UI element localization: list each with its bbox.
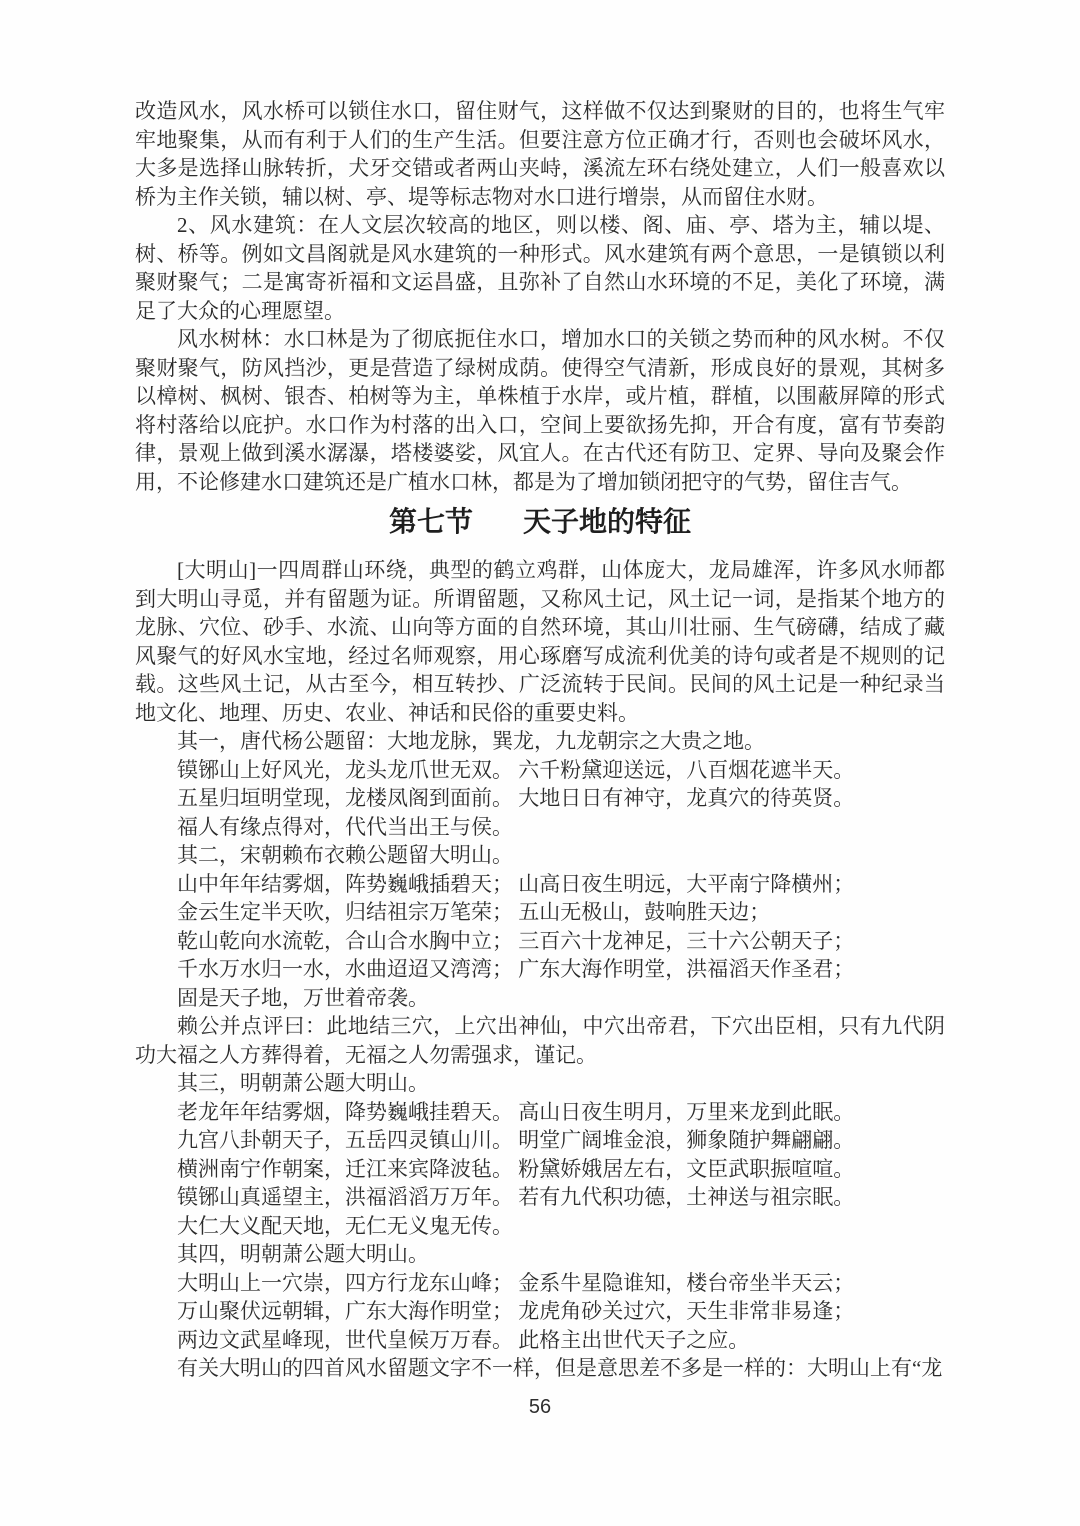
verse-line: 福人有缘点得对，代代当出王与侯。 [177, 814, 513, 839]
verse-line: 镆铘山上好风光，龙头龙爪世无双。 六千粉黛迎送远，八百烟花遮半天。 [177, 757, 855, 782]
verse-line: 固是天子地，万世着帝袭。 [177, 985, 429, 1010]
paragraph: 赖公并点评曰：此地结三穴，上穴出神仙，中穴出帝君，下穴出臣相，只有九代阴功大福之人方葬得着，无福之人勿需强求，谨记。 [135, 1014, 945, 1067]
verse-line: 五星归垣明堂现，龙楼凤阁到面前。 大地日日有神守，龙真穴的待英贤。 [177, 786, 855, 810]
document-body [135, 97, 945, 1383]
paragraph: 风水树林：水口林是为了彻底扼住水口，增加水口的关锁之势而种的风水树。不仅聚财聚气，防风挡沙，更是营造了绿树成荫。使得空气清新，形成良好的景观，其树多以樟树、枫树、银杏、柏树等为主，单株植于水岸，或片植，群植，以围蔽屏障的形式将村落给以庇护。水口作为村落的出入口，空间上要欲扬先抑，开合有度，富有节奏韵律，景观上做到溪水潺瀑，塔楼婆娑，风宜人。在古代还有防卫、定界、导向及聚会作用，不论修建水口建筑还是广植水口林，都是为了增加锁闭把守的气势，留住吉气。 [135, 327, 945, 494]
heading-title: 天子地的特征 [523, 507, 692, 538]
verse-line: 其四，明朝萧公题大明山。 [177, 1242, 429, 1266]
verse-line: 山中年年结雾烟，阵势巍峨插碧天； 山高日夜生明远，大平南宁降横州； [177, 871, 855, 896]
verse-line: 万山聚伏远朝辑，广东大海作明堂； 龙虎角砂关过穴，天生非常非易逢； [177, 1299, 855, 1323]
verse-line: 乾山乾向水流乾，合山合水胸中立； 三百六十龙神足，三十六公朝天子； [177, 928, 855, 953]
verse-line: 大仁大义配天地，无仁无义鬼无传。 [177, 1213, 513, 1238]
paragraph: 2、风水建筑：在人文层次较高的地区，则以楼、阁、庙、亭、塔为主，辅以堤、树、桥等。例如文昌阁就是风水建筑的一种形式。风水建筑有两个意思，一是镇锁以利聚财聚气；二是寓寄祈福和文运昌盛，且弥补了自然山水环境的不足，美化了环境，满足了大众的心理愿望。 [135, 213, 945, 323]
section-heading [135, 506, 945, 540]
page-number: 56 [528, 1396, 552, 1418]
verse-line: 其二，宋朝赖布衣赖公题留大明山。 [177, 843, 513, 867]
paragraph: [大明山]一四周群山环绕，典型的鹤立鸡群，山体庞大，龙局雄浑，许多风水师都到大明山寻觅，并有留题为证。所谓留题，又称风土记，风土记一词，是指某个地方的龙脉、穴位、砂手、水流、山向等方面的自然环境，其山川壮丽、生气磅礴，结成了藏风聚气的好风水宝地，经过名师观察，用心琢磨写成流利优美的诗句或者是不规则的记载。这些风土记，从古至今，相互转抄、广泛流转于民间。民间的风土记是一种纪录当地文化、地理、历史、农业、神话和民俗的重要史料。 [135, 558, 945, 725]
verse-line: 金云生定半天吹，归结祖宗万笔荣； 五山无极山，鼓响胜天边； [177, 900, 771, 924]
verse-line: 镆铘山真遥望主，洪福滔滔万万年。 若有九代积功德，土神送与祖宗眠。 [177, 1185, 855, 1209]
verse-line: 横洲南宁作朝案，迁江来宾降波毡。 粉黛娇娥居左右，文臣武职振喧喧。 [177, 1156, 855, 1181]
verse-line: 其一，唐代杨公题留：大地龙脉，巽龙，九龙朝宗之大贵之地。 [177, 729, 765, 753]
paragraph: 有关大明山的四首风水留题文字不一样，但是意思差不多是一样的：大明山上有“龙 [177, 1356, 943, 1380]
paragraph: 改造风水，风水桥可以锁住水口，留住财气，这样做不仅达到聚财的目的，也将生气牢牢地聚集，从而有利于人们的生产生活。但要注意方位正确才行，否则也会破坏风水，大多是选择山脉转折，犬牙交错或者两山夹峙，溪流左环右绕处建立，人们一般喜欢以桥为主作关锁，辅以树、亭、堤等标志物对水口进行增崇，从而留住水财。 [135, 99, 945, 209]
verse-line: 老龙年年结雾烟，降势巍峨挂碧天。 高山日夜生明月，万里来龙到此眠。 [177, 1099, 855, 1124]
verse-line: 千水万水归一水，水曲迢迢又湾湾； 广东大海作明堂，洪福滔天作圣君； [177, 957, 855, 981]
verse-line: 两边文武星峰现，世代皇候万万春。 此格主出世代天子之应。 [177, 1327, 750, 1352]
verse-line: 其三，明朝萧公题大明山。 [177, 1071, 429, 1095]
verse-line: 九宫八卦朝天子，五岳四灵镇山川。 明堂广阔堆金浪，狮象随护舞翩翩。 [177, 1128, 855, 1152]
heading-section-label: 第七节 [388, 507, 473, 538]
verse-line: 大明山上一穴崇，四方行龙东山峰； 金系牛星隐谁知，楼台帝坐半天云； [177, 1270, 855, 1295]
